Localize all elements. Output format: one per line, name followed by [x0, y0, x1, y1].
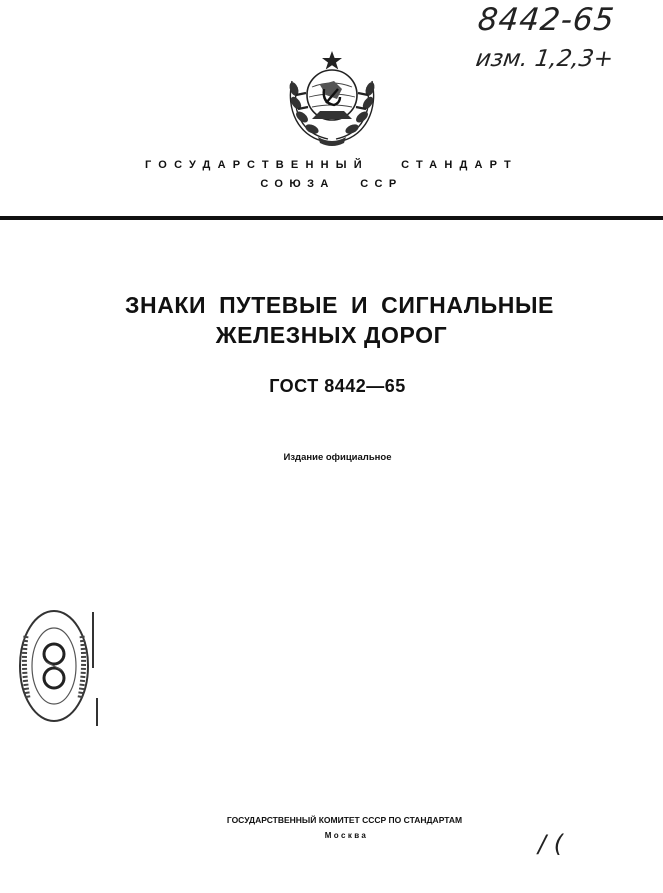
publication-city: Москва	[324, 831, 369, 840]
margin-mark	[92, 612, 94, 668]
standard-number: ГОСТ 8442—65	[269, 376, 406, 396]
edition-note: Издание официальное	[283, 452, 392, 463]
handwritten-changes-note: изм. 1,2,3+	[474, 46, 615, 72]
margin-mark	[96, 698, 98, 726]
ussr-emblem-icon	[282, 45, 382, 150]
library-stamp-icon	[16, 606, 92, 726]
document-title-line-1: ЗНАКИ ПУТЕВЫЕ И СИГНАЛЬНЫЕ	[124, 292, 554, 318]
issuer-subheading: СОЮЗА ССР	[260, 178, 403, 190]
handwritten-document-number: 8442-65	[476, 2, 617, 38]
horizontal-rule	[0, 216, 663, 220]
publisher-line: ГОСУДАРСТВЕННЫЙ КОМИТЕТ СССР ПО СТАНДАРТАМ	[226, 815, 463, 825]
document-title-line-2: ЖЕЛЕЗНЫХ ДОРОГ	[215, 322, 448, 348]
issuer-heading: ГОСУДАРСТВЕННЫЙ СТАНДАРТ	[145, 159, 518, 171]
corner-handwritten-marks: / (	[538, 830, 564, 858]
